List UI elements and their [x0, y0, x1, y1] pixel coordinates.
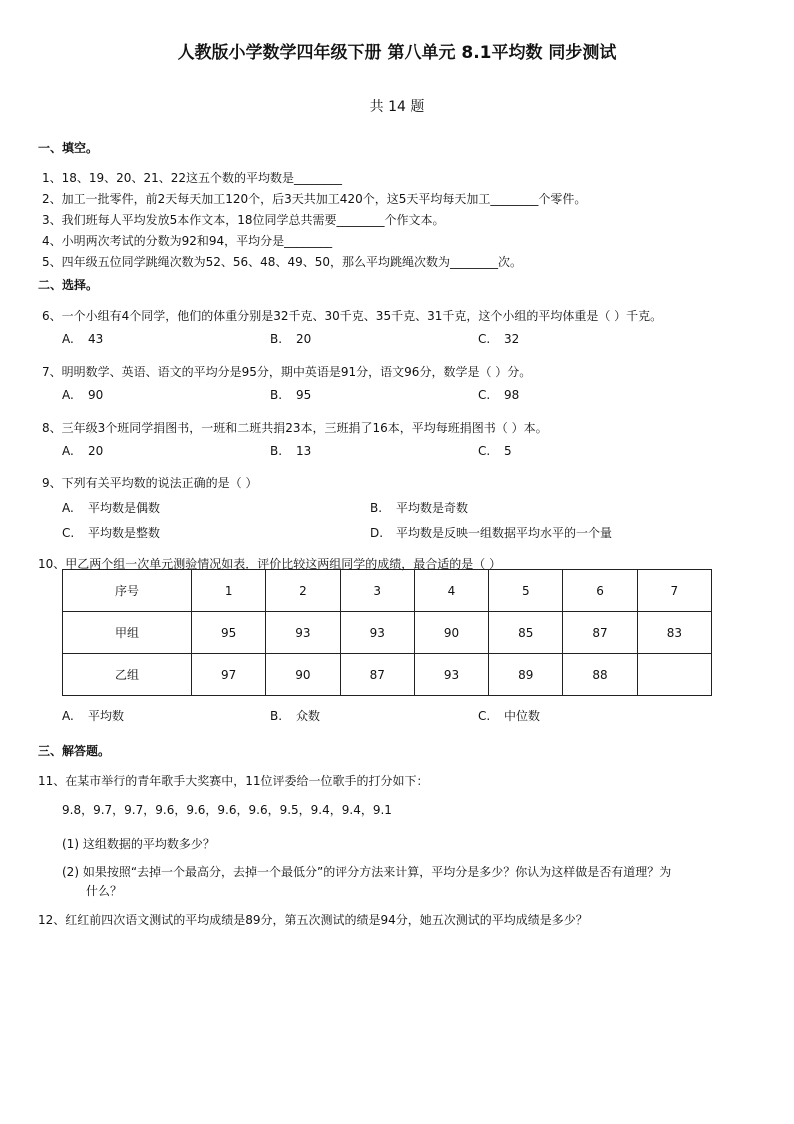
question-3: 3、我们班每人平均发放5本作文本，18位同学总共需要________个作文本。	[42, 213, 445, 227]
table-cell: 93	[414, 654, 488, 696]
question-1: 1、18、19、20、21、22这五个数的平均数是________	[42, 171, 342, 185]
question-2: 2、加工一批零件，前2天每天加工120个，后3天共加工420个，这5天平均每天加工________个零件。	[42, 192, 587, 206]
question-count: 共 14 题	[369, 99, 425, 115]
question-4: 4、小明两次考试的分数为92和94，平均分是________	[42, 234, 333, 248]
option-6c: C. 32	[478, 332, 520, 346]
score-table	[62, 569, 712, 696]
option-7a: A. 90	[62, 388, 104, 402]
table-cell: 7	[637, 570, 711, 612]
table-cell: 1	[192, 570, 266, 612]
table-cell: 90	[266, 654, 340, 696]
question-6: 6、一个小组有4个同学，他们的体重分别是32千克、30千克、35千克、31千克，这个小组的平均体重是（ ）千克。	[42, 309, 663, 323]
option-6b: B. 20	[270, 332, 312, 346]
table-cell: 93	[340, 612, 414, 654]
section-choice-heading: 二、选择。	[38, 278, 99, 292]
question-8: 8、三年级3个班同学捐图书，一班和二班共捐23本，三班捐了16本，平均每班捐图书（ ）本。	[42, 421, 548, 435]
table-cell: 5	[489, 570, 563, 612]
option-9b: B. 平均数是奇数	[370, 501, 469, 515]
doc-title: 人教版小学数学四年级下册 第八单元 8.1平均数 同步测试	[177, 43, 617, 63]
table-cell: 乙组	[63, 654, 192, 696]
question-9: 9、下列有关平均数的说法正确的是（ ）	[42, 476, 258, 490]
option-9c: C. 平均数是整数	[62, 526, 161, 540]
table-cell: 95	[192, 612, 266, 654]
table-cell: 6	[563, 570, 637, 612]
question-5: 5、四年级五位同学跳绳次数为52、56、48、49、50，那么平均跳绳次数为________次。	[42, 255, 522, 269]
table-cell: 88	[563, 654, 637, 696]
table-row	[63, 612, 712, 654]
option-9d: D. 平均数是反映一组数据平均水平的一个量	[370, 526, 613, 540]
option-10b: B. 众数	[270, 709, 321, 723]
option-8a: A. 20	[62, 444, 104, 458]
table-row	[63, 654, 712, 696]
option-10a: A. 平均数	[62, 709, 125, 723]
table-cell: 90	[414, 612, 488, 654]
table-cell: 87	[563, 612, 637, 654]
table-cell: 2	[266, 570, 340, 612]
table-cell: 4	[414, 570, 488, 612]
section-answer-heading: 三、解答题。	[38, 744, 111, 758]
table-cell: 甲组	[63, 612, 192, 654]
table-cell: 89	[489, 654, 563, 696]
question-11-part-1: (1) 这组数据的平均数多少？	[62, 837, 215, 851]
table-cell: 83	[637, 612, 711, 654]
table-cell	[637, 654, 711, 696]
table-cell: 序号	[63, 570, 192, 612]
table-cell: 3	[340, 570, 414, 612]
option-7c: C. 98	[478, 388, 520, 402]
option-10c: C. 中位数	[478, 709, 541, 723]
section-fill-heading: 一、填空。	[38, 141, 99, 155]
table-cell: 97	[192, 654, 266, 696]
table-cell: 87	[340, 654, 414, 696]
score-list: 9.8，9.7，9.7，9.6，9.6，9.6，9.6，9.5，9.4，9.4，9.1	[62, 803, 392, 817]
table-cell: 93	[266, 612, 340, 654]
option-6a: A. 43	[62, 332, 104, 346]
table-cell: 85	[489, 612, 563, 654]
option-8c: C. 5	[478, 444, 512, 458]
option-9a: A. 平均数是偶数	[62, 501, 161, 515]
question-12: 12、红红前四次语文测试的平均成绩是89分，第五次测试的绩是94分，她五次测试的平均成绩是多少？	[38, 913, 588, 927]
option-8b: B. 13	[270, 444, 312, 458]
question-11-part-2: (2) 如果按照“去掉一个最高分，去掉一个最低分”的评分方法来计算，平均分是多少？你认为这样做是否有道理？为	[62, 865, 672, 879]
table-header-row	[63, 570, 712, 612]
question-11-part-2-cont: 什么？	[86, 884, 123, 898]
option-7b: B. 95	[270, 388, 312, 402]
question-11: 11、在某市举行的青年歌手大奖赛中，11位评委给一位歌手的打分如下：	[38, 774, 429, 788]
question-10: 10、甲乙两个组一次单元测验情况如表．评价比较这两组同学的成绩，最合适的是（ ）	[38, 557, 502, 571]
question-7: 7、明明数学、英语、语文的平均分是95分，期中英语是91分，语文96分，数学是（ ）分。	[42, 365, 532, 379]
